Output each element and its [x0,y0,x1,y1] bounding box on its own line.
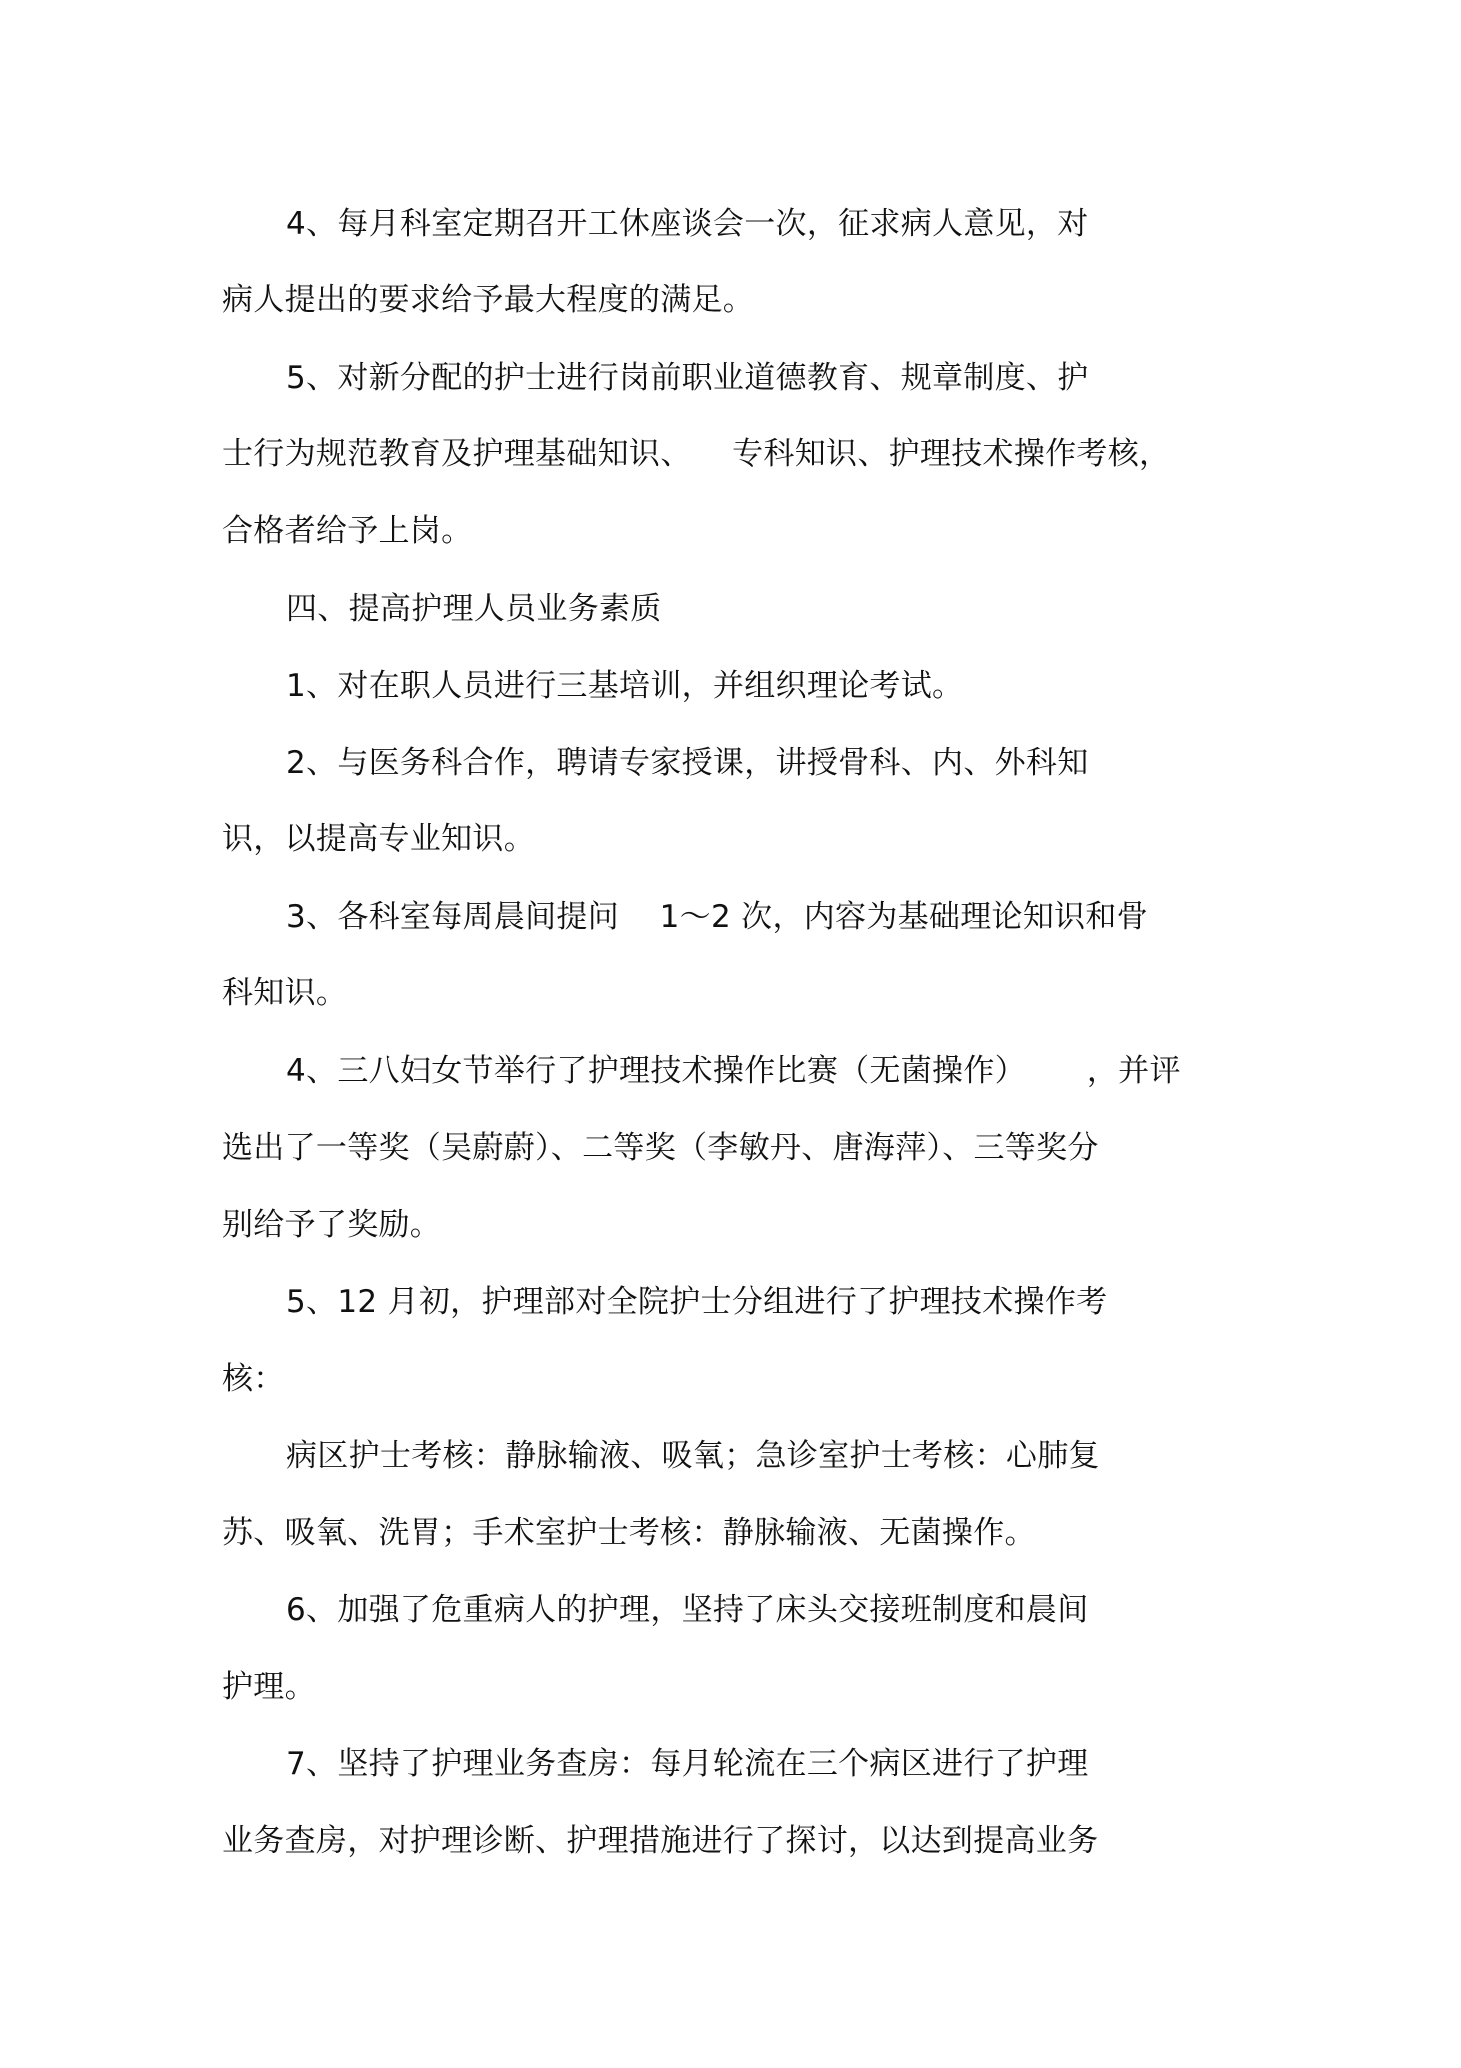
text-line: 2、与医务科合作，聘请专家授课，讲授骨科、内、外科知 [286,745,1089,781]
text-line: 病人提出的要求给予最大程度的满足。 [222,282,755,318]
text-line: 4、每月科室定期召开工休座谈会一次，征求病人意见，对 [286,206,1089,242]
text-line: 病区护士考核：静脉输液、吸氧；急诊室护士考核：心肺复 [286,1438,1100,1474]
text-line: 选出了一等奖（吴蔚蔚）、二等奖（李敏丹、唐海萍）、三等奖分 [222,1130,1099,1166]
text-line: 5、对新分配的护士进行岗前职业道德教育、规章制度、护 [286,360,1089,396]
text-line: 科知识。 [222,975,348,1011]
text-line: 苏、吸氧、洗胃；手术室护士考核：静脉输液、无菌操作。 [222,1515,1036,1551]
text-line: 3、各科室每周晨间提问 1～2 次，内容为基础理论知识和骨 [286,899,1149,935]
text-line: 合格者给予上岗。 [222,513,473,549]
section-heading: 四、提高护理人员业务素质 [286,591,662,627]
text-line: 7、坚持了护理业务查房：每月轮流在三个病区进行了护理 [286,1746,1089,1782]
text-line: 识，以提高专业知识。 [222,821,535,857]
text-line: 护理。 [222,1669,316,1705]
text-line: 5、12 月初，护理部对全院护士分组进行了护理技术操作考 [286,1284,1108,1320]
text-line: 别给予了奖励。 [222,1207,442,1243]
text-line: 6、加强了危重病人的护理，坚持了床头交接班制度和晨间 [286,1592,1089,1628]
text-line: 1、对在职人员进行三基培训，并组织理论考试。 [286,668,964,704]
text-line: 核： [222,1361,285,1397]
text-line: 4、三八妇女节举行了护理技术操作比赛（无菌操作） ，并评 [286,1053,1181,1089]
text-line: 业务查房，对护理诊断、护理措施进行了探讨，以达到提高业务 [222,1823,1099,1859]
text-line: 士行为规范教育及护理基础知识、 专科知识、护理技术操作考核， [222,436,1171,472]
